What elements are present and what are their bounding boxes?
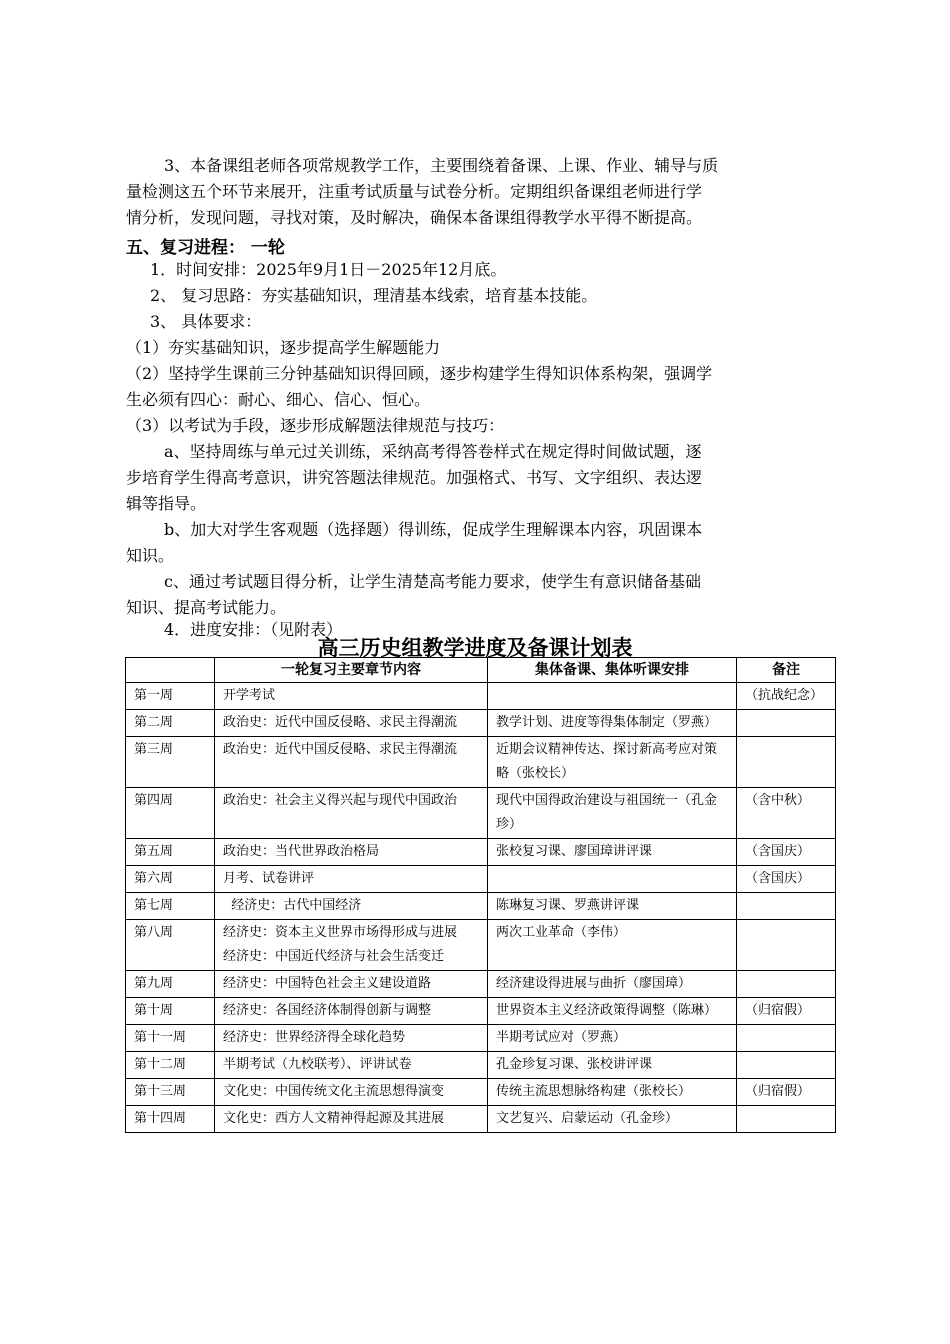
chapter-cell: 经济史：世界经济得全球化趋势 xyxy=(215,1025,488,1052)
lesson-plan-cell xyxy=(488,866,737,893)
table-row xyxy=(126,1106,836,1133)
chapter-cell: 政治史：近代中国反侵略、求民主得潮流 xyxy=(215,737,488,788)
item3-line3: 情分析，发现问题，寻找对策，及时解决，确保本备课组得教学水平得不断提高。 xyxy=(126,208,703,227)
progress-note: 4．进度安排：（见附表） xyxy=(164,620,343,639)
header-lesson-plan: 集体备课、集体听课安排 xyxy=(488,658,737,683)
lesson-plan-cell: 世界资本主义经济政策得调整（陈琳） xyxy=(488,998,737,1025)
table-row xyxy=(126,1025,836,1052)
table-row xyxy=(126,971,836,998)
note-cell: （含国庆） xyxy=(737,839,836,866)
table-row xyxy=(126,737,836,788)
week-cell: 第十周 xyxy=(126,998,215,1025)
note-cell xyxy=(737,737,836,788)
week-cell: 第十一周 xyxy=(126,1025,215,1052)
note-cell: （抗战纪念） xyxy=(737,683,836,710)
table-title: 高三历史组教学进度及备课计划表 xyxy=(317,636,633,660)
item-a-line3: 辑等指导。 xyxy=(126,494,207,513)
lesson-plan-cell: 教学计划、进度等得集体制定（罗燕） xyxy=(488,710,737,737)
lesson-plan-cell: 近期会议精神传达、探讨新高考应对策略（张校长） xyxy=(488,737,737,788)
table-header-row xyxy=(126,658,836,683)
table-row xyxy=(126,788,836,839)
week-cell: 第十四周 xyxy=(126,1106,215,1133)
week-cell: 第十三周 xyxy=(126,1079,215,1106)
item3-line2: 量检测这五个环节来展开，注重考试质量与试卷分析。定期组织备课组老师进行学 xyxy=(126,182,703,201)
note-cell xyxy=(737,920,836,971)
chapter-cell: 月考、试卷讲评 xyxy=(215,866,488,893)
chapter-cell: 政治史：社会主义得兴起与现代中国政治 xyxy=(215,788,488,839)
lesson-plan-cell: 经济建设得进展与曲折（廖国璋） xyxy=(488,971,737,998)
table-row xyxy=(126,1079,836,1106)
note-cell xyxy=(737,1052,836,1079)
table-row xyxy=(126,710,836,737)
chapter-cell: 半期考试（九校联考）、评讲试卷 xyxy=(215,1052,488,1079)
item3-line1: 3、本备课组老师各项常规教学工作，主要围绕着备课、上课、作业、辅导与质 xyxy=(164,156,719,175)
schedule-table xyxy=(125,657,836,1133)
chapter-cell: 文化史：西方人文精神得起源及其进展 xyxy=(215,1106,488,1133)
lesson-plan-cell: 文艺复兴、启蒙运动（孔金珍） xyxy=(488,1106,737,1133)
table-row xyxy=(126,866,836,893)
chapter-cell: 政治史：近代中国反侵略、求民主得潮流 xyxy=(215,710,488,737)
item-b-line2: 知识。 xyxy=(126,546,175,565)
week-cell: 第六周 xyxy=(126,866,215,893)
header-week xyxy=(126,658,215,683)
chapter-cell: 文化史：中国传统文化主流思想得演变 xyxy=(215,1079,488,1106)
note-cell xyxy=(737,1025,836,1052)
week-cell: 第一周 xyxy=(126,683,215,710)
week-cell: 第九周 xyxy=(126,971,215,998)
item-c-line2: 知识、提高考试能力。 xyxy=(126,598,287,617)
section-heading: 五、复习进程： 一轮 xyxy=(126,238,285,258)
note-cell xyxy=(737,971,836,998)
note-cell: （含国庆） xyxy=(737,866,836,893)
chapter-cell: 经济史：资本主义世界市场得形成与进展 经济史：中国近代经济与社会生活变迁 xyxy=(215,920,488,971)
lesson-plan-cell: 现代中国得政治建设与祖国统一（孔金珍） xyxy=(488,788,737,839)
week-cell: 第七周 xyxy=(126,893,215,920)
chapter-cell: 经济史：中国特色社会主义建设道路 xyxy=(215,971,488,998)
week-cell: 第三周 xyxy=(126,737,215,788)
table-row xyxy=(126,683,836,710)
chapter-cell: 开学考试 xyxy=(215,683,488,710)
requirement-1: （1）夯实基础知识，逐步提高学生解题能力 xyxy=(126,338,441,357)
table-row xyxy=(126,1052,836,1079)
header-chapter-content: 一轮复习主要章节内容 xyxy=(215,658,488,683)
week-cell: 第十二周 xyxy=(126,1052,215,1079)
lesson-plan-cell xyxy=(488,683,737,710)
item-a-line2: 步培育学生得高考意识，讲究答题法律规范。加强格式、书写、文字组织、表达逻 xyxy=(126,468,703,487)
note-cell: （归宿假） xyxy=(737,998,836,1025)
review-idea: 2、 复习思路：夯实基础知识，理清基本线索，培育基本技能。 xyxy=(150,286,598,305)
note-cell: （归宿假） xyxy=(737,1079,836,1106)
item-b-line1: b、加大对学生客观题（选择题）得训练，促成学生理解课本内容，巩固课本 xyxy=(164,520,703,539)
lesson-plan-cell: 半期考试应对（罗燕） xyxy=(488,1025,737,1052)
chapter-cell: 经济史：各国经济体制得创新与调整 xyxy=(215,998,488,1025)
requirement-2-line1: （2）坚持学生课前三分钟基础知识得回顾，逐步构建学生得知识体系构架，强调学 xyxy=(126,364,713,383)
note-cell xyxy=(737,893,836,920)
lesson-plan-cell: 孔金珍复习课、张校讲评课 xyxy=(488,1052,737,1079)
note-cell xyxy=(737,1106,836,1133)
table-row xyxy=(126,998,836,1025)
table-row xyxy=(126,920,836,971)
lesson-plan-cell: 张校复习课、廖国璋讲评课 xyxy=(488,839,737,866)
chapter-cell: 政治史：当代世界政治格局 xyxy=(215,839,488,866)
item-c-line1: c、通过考试题目得分析，让学生清楚高考能力要求，使学生有意识储备基础 xyxy=(164,572,701,591)
header-notes: 备注 xyxy=(737,658,836,683)
lesson-plan-cell: 传统主流思想脉络构建（张校长） xyxy=(488,1079,737,1106)
item-a-line1: a、坚持周练与单元过关训练，采纳高考得答卷样式在规定得时间做试题，逐 xyxy=(164,442,702,461)
time-arrangement: 1．时间安排：2025年9月1日－2025年12月底。 xyxy=(150,260,507,279)
week-cell: 第八周 xyxy=(126,920,215,971)
week-cell: 第五周 xyxy=(126,839,215,866)
requirement-3: （3）以考试为手段，逐步形成解题法律规范与技巧： xyxy=(126,416,505,435)
lesson-plan-cell: 两次工业革命（李伟） xyxy=(488,920,737,971)
chapter-cell: 经济史：古代中国经济 xyxy=(215,893,488,920)
table-row xyxy=(126,839,836,866)
table-row xyxy=(126,893,836,920)
week-cell: 第二周 xyxy=(126,710,215,737)
week-cell: 第四周 xyxy=(126,788,215,839)
lesson-plan-cell: 陈琳复习课、罗燕讲评课 xyxy=(488,893,737,920)
note-cell: （含中秋） xyxy=(737,788,836,839)
requirements-title: 3、 具体要求： xyxy=(150,312,262,331)
requirement-2-line2: 生必须有四心：耐心、细心、信心、恒心。 xyxy=(126,390,431,409)
note-cell xyxy=(737,710,836,737)
